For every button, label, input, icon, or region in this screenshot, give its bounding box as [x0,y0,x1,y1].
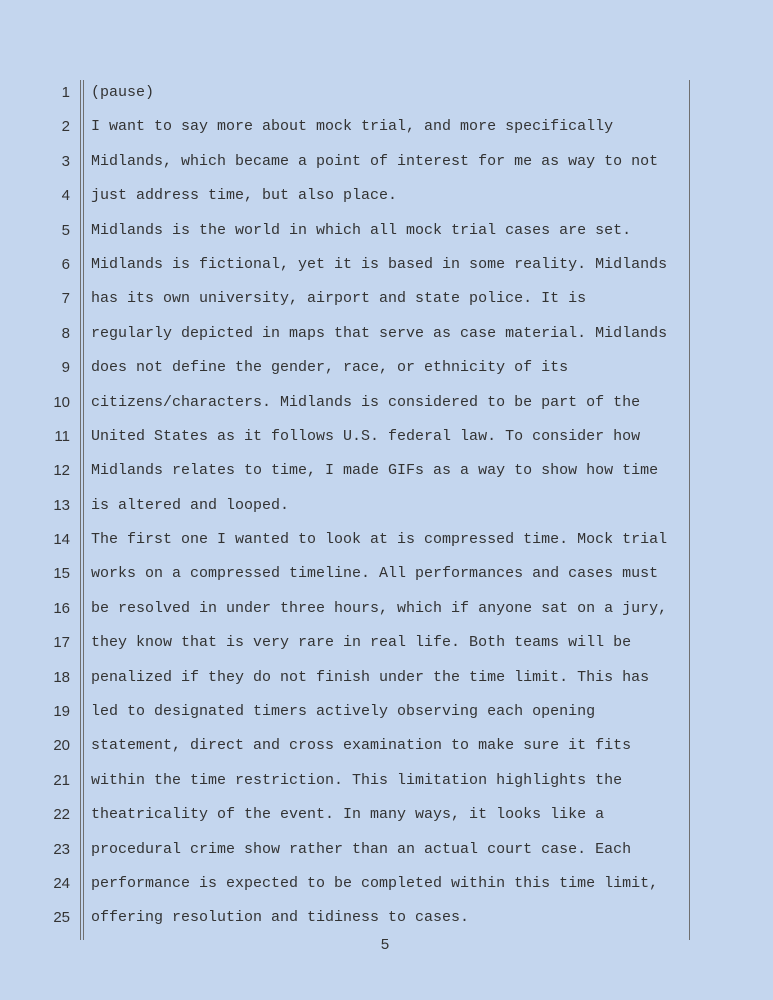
transcript-line: is altered and looped. [91,496,290,514]
line-number: 6 [61,255,70,273]
line-number: 12 [53,462,70,480]
transcript-line: works on a compressed timeline. All performances and cases must [91,565,659,583]
line-number: 2 [61,118,70,136]
line-number: 11 [54,427,70,445]
transcript-line: I want to say more about mock trial, and more specifically [91,118,614,136]
line-number: 24 [53,874,70,892]
transcript-line: Midlands is fictional, yet it is based in some reality. Midlands [91,255,668,273]
line-number: 23 [53,840,70,858]
left-margin-rule [80,80,81,940]
line-number: 7 [61,290,70,308]
transcript-line: penalized if they do not finish under the time limit. This has [91,668,650,686]
transcript-line: led to designated timers actively observing each opening [91,703,596,721]
line-number: 25 [53,909,70,927]
left-margin-rule-inner [83,80,84,940]
transcript-line: Midlands relates to time, I made GIFs as a way to show how time [91,462,659,480]
transcript-line: offering resolution and tidiness to cases. [91,909,470,927]
transcript-line: Midlands, which became a point of interest for me as way to not [91,152,659,170]
transcript-line: statement, direct and cross examination to make sure it fits [91,737,632,755]
transcript-line: (pause) [91,84,155,101]
line-number: 1 [61,84,70,101]
transcript-line: regularly depicted in maps that serve as case material. Midlands [91,324,668,342]
transcript-line: they know that is very rare in real life. Both teams will be [91,634,632,652]
line-number: 13 [53,496,70,514]
transcript-line: theatricality of the event. In many ways, it looks like a [91,806,605,824]
transcript-line: does not define the gender, race, or ethnicity of its [91,359,569,377]
line-number: 8 [61,324,70,342]
transcript-line: citizens/characters. Midlands is considered to be part of the [91,393,641,411]
transcript-line: The first one I wanted to look at is compressed time. Mock trial [91,531,668,549]
line-number: 17 [53,634,70,652]
transcript-line: United States as it follows U.S. federal law. To consider how [91,427,641,445]
line-number: 4 [61,187,70,205]
line-number: 9 [61,359,70,377]
transcript-line: Midlands is the world in which all mock trial cases are set. [91,221,632,239]
line-number: 21 [53,771,70,789]
transcript-line: within the time restriction. This limitation highlights the [91,771,623,789]
right-margin-rule [689,80,690,940]
line-number: 18 [53,668,70,686]
line-number: 19 [53,703,70,721]
line-number: 16 [53,599,70,617]
line-number: 5 [61,221,70,239]
transcript-line: performance is expected to be completed within this time limit, [91,874,659,892]
transcript-line: procedural crime show rather than an actual court case. Each [91,840,632,858]
transcript-line: be resolved in under three hours, which if anyone sat on a jury, [91,599,668,617]
line-number-column [40,76,70,936]
line-number: 20 [53,737,70,755]
transcript-body [91,76,687,936]
line-number: 14 [53,531,70,549]
transcript-line: just address time, but also place. [91,187,398,205]
line-number: 10 [53,393,70,411]
line-number: 3 [61,152,70,170]
page-number: 5 [380,937,390,954]
transcript-line: has its own university, airport and state police. It is [91,290,587,308]
line-number: 15 [53,565,70,583]
line-number: 22 [53,806,70,824]
